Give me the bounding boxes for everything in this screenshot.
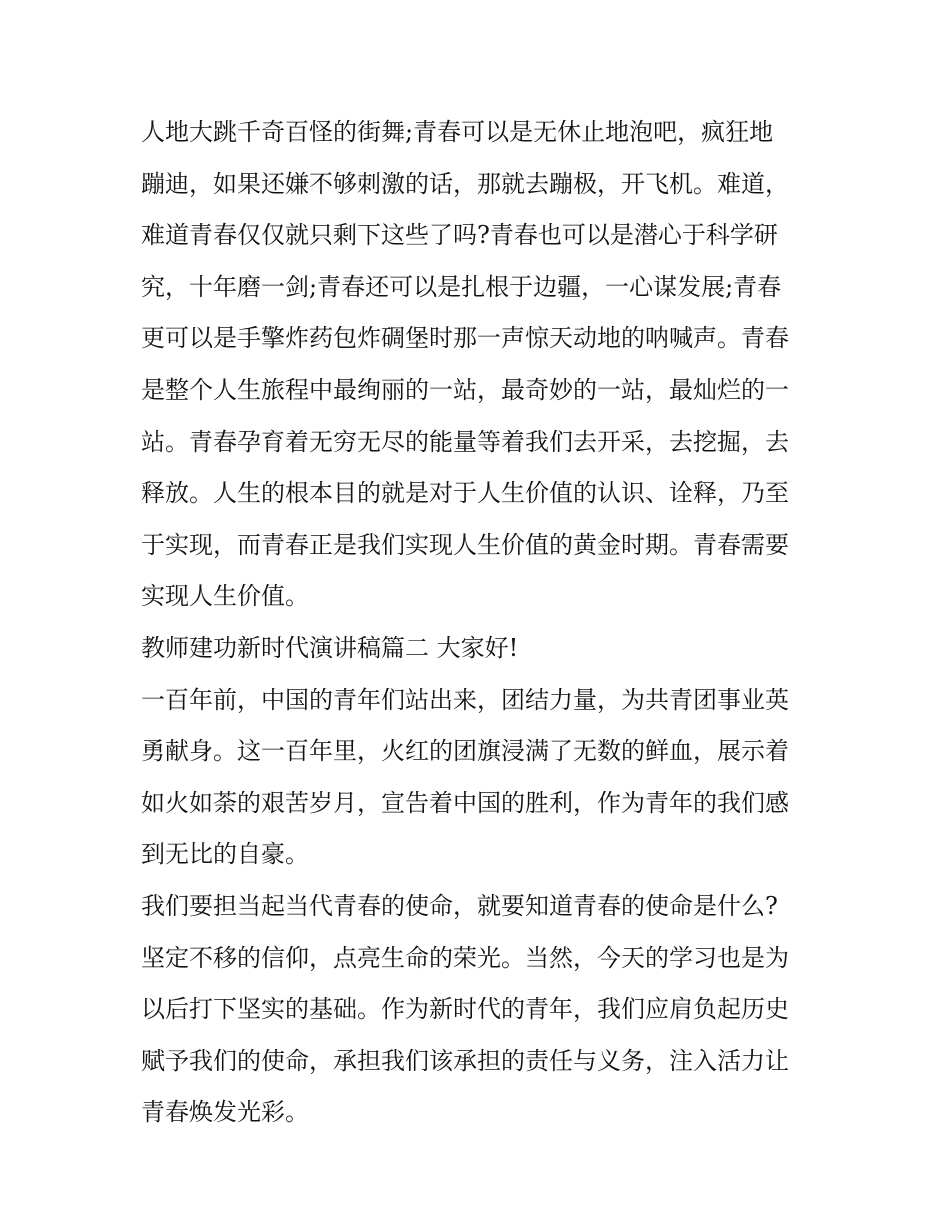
text-line: 是整个人生旅程中最绚丽的一站，最奇妙的一站，最灿烂的一 [141, 375, 789, 404]
text-line: 蹦迪，如果还嫌不够刺激的话，那就去蹦极，开飞机。难道， [141, 169, 789, 198]
text-line: 站。青春孕育着无穷无尽的能量等着我们去开采，去挖掘，去 [141, 427, 789, 456]
text-line: 实现人生价值。 [141, 582, 309, 611]
text-line: 以后打下坚实的基础。作为新时代的青年，我们应肩负起历史 [141, 995, 789, 1024]
text-line: 人地大跳千奇百怪的街舞;青春可以是无休止地泡吧，疯狂地 [141, 118, 774, 146]
text-line: 如火如荼的艰苦岁月，宣告着中国的胜利，作为青年的我们感 [141, 788, 789, 817]
text-line: 青春焕发光彩。 [141, 1098, 309, 1127]
text-line: 于实现，而青春正是我们实现人生价值的黄金时期。青春需要 [141, 530, 789, 559]
text-line: 更可以是手擎炸药包炸碉堡时那一声惊天动地的呐喊声。青春 [141, 324, 789, 353]
text-line: 到无比的自豪。 [141, 840, 309, 869]
text-line: 释放。人生的根本目的就是对于人生价值的认识、诠释，乃至 [141, 479, 789, 508]
section-heading: 教师建功新时代演讲稿篇二 大家好! [141, 633, 519, 662]
text-line: 我们要担当起当代青春的使命，就要知道青春的使命是什么? [141, 891, 778, 920]
text-line: 一百年前，中国的青年们站出来，团结力量，为共青团事业英 [141, 685, 789, 714]
text-line: 难道青春仅仅就只剩下这些了吗?青春也可以是潜心于科学研 [141, 221, 778, 250]
text-line: 坚定不移的信仰，点亮生命的荣光。当然，今天的学习也是为 [141, 943, 789, 972]
text-line: 勇献身。这一百年里，火红的团旗浸满了无数的鲜血，展示着 [141, 737, 789, 766]
document-body [141, 107, 831, 1139]
text-line: 赋予我们的使命，承担我们该承担的责任与义务，注入活力让 [141, 1046, 789, 1075]
text-line: 究，十年磨一剑;青春还可以是扎根于边疆，一心谋发展;青春 [141, 272, 782, 301]
